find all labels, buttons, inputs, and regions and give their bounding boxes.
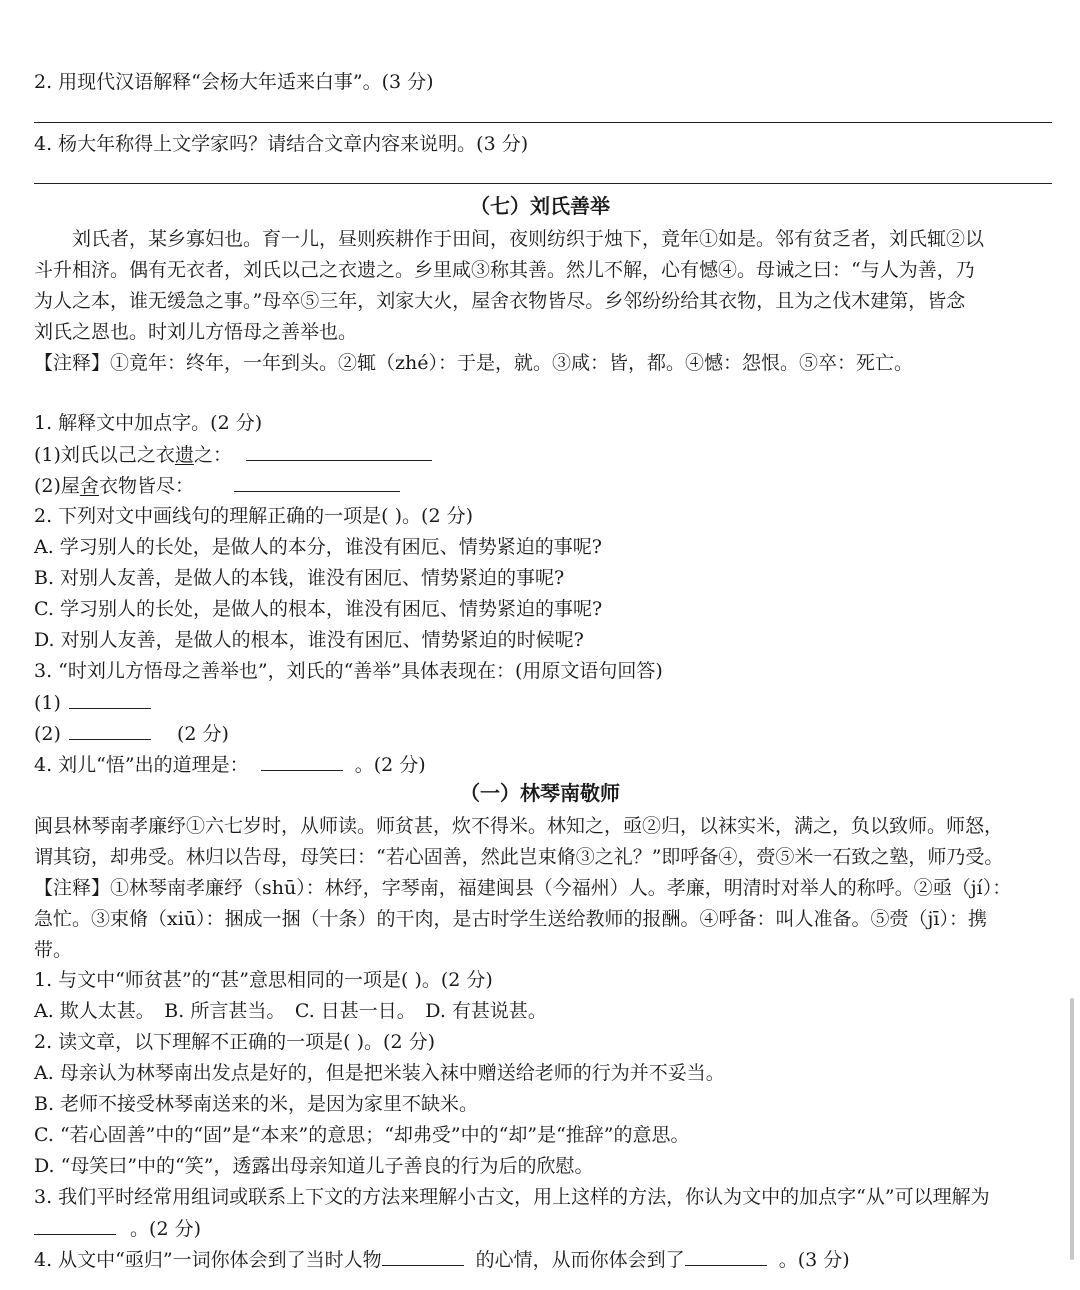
text: (1): [34, 692, 61, 714]
question: 1. 解释文中加点字。(2 分): [34, 412, 263, 434]
prev-q2: 2. 用现代汉语解释“会杨大年适来白事”。(3 分): [34, 71, 434, 93]
text: 衣物皆尽：: [98, 475, 194, 497]
text: 4. 从文中“亟归”一词你体会到了当时人物: [34, 1249, 382, 1271]
text: (2)屋: [34, 475, 80, 497]
passage-line: 刘氏之恩也。时刘儿方悟母之善举也。: [34, 321, 358, 343]
answer-line: [34, 183, 1052, 184]
option: D. 对别人友善，是做人的根本，谁没有困厄、情势紧迫的时候呢?: [34, 629, 584, 651]
answer-blank[interactable]: [234, 473, 400, 492]
answer-blank[interactable]: [69, 721, 151, 740]
question: 2. 下列对文中画线句的理解正确的一项是( )。(2 分): [34, 505, 473, 527]
text: (2): [34, 723, 61, 745]
option: A. 母亲认为林琴南出发点是好的，但是把米装入袜中赠送给老师的行为并不妥当。: [34, 1062, 725, 1084]
option: C. “若心固善”中的“固”是“本来”的意思；“却弗受”中的“却”是“推辞”的意思。: [34, 1124, 690, 1146]
answer-blank[interactable]: [69, 690, 151, 709]
section-title: （七）刘氏善举: [470, 194, 610, 218]
text: 。(2 分): [354, 754, 426, 776]
question-item: [34, 442, 1074, 467]
option: A. 欺人太甚。 B. 所言甚当。 C. 日甚一日。 D. 有甚说甚。: [34, 1000, 547, 1022]
text: 。(3 分): [778, 1249, 850, 1271]
notes: 急忙。③束脩（xiū）：捆成一捆（十条）的干肉，是古时学生送给教师的报酬。④呼备：叫人准备。⑤赍（jī）：携: [34, 908, 987, 930]
option: B. 老师不接受林琴南送来的米，是因为家里不缺米。: [34, 1093, 479, 1115]
passage-line: 谓其窃，却弗受。林归以告母，母笑曰：“若心固善，然此岂束脩③之礼？”即呼备④，赍⑤米一石致之塾，师乃受。: [34, 846, 1004, 868]
answer-blank[interactable]: [34, 1216, 116, 1235]
question-item: [34, 1216, 1074, 1241]
passage-line: 斗升相济。偶有无衣者，刘氏以己之衣遗之。乡里咸③称其善。然儿不解，心有憾④。母诫之曰：“与人为善，乃: [34, 259, 975, 281]
question: 2. 读文章，以下理解不正确的一项是( )。(2 分): [34, 1031, 435, 1053]
question-item: [34, 1247, 1074, 1272]
option: B. 对别人友善，是做人的本钱，谁没有困厄、情势紧迫的事呢?: [34, 567, 565, 589]
option: A. 学习别人的长处，是做人的本分，谁没有困厄、情势紧迫的事呢?: [34, 536, 602, 558]
option: D. “母笑曰”中的“笑”，透露出母亲知道儿子善良的行为后的欣慰。: [34, 1155, 594, 1177]
question-item: [34, 721, 1074, 746]
answer-blank[interactable]: [685, 1247, 767, 1266]
scrollbar[interactable]: [1070, 998, 1074, 1260]
text: (1)刘氏以己之衣: [34, 444, 175, 466]
answer-line: [34, 122, 1052, 123]
question: 1. 与文中“师贫甚”的“甚”意思相同的一项是( )。(2 分): [34, 969, 493, 991]
text: 4. 刘儿“悟”出的道理是：: [34, 754, 249, 776]
notes: 【注释】①竟年：终年，一年到头。②辄（zhé）：于是，就。③咸：皆，都。④憾：怨恨。⑤卒：死亡。: [34, 352, 913, 374]
text: 的心情，从而你体会到了: [475, 1249, 685, 1271]
passage-line: 为人之本，谁无缓急之事。”母卒⑤三年，刘家大火，屋舍衣物皆尽。乡邻纷纷给其衣物，且为之伐木建第，皆念: [34, 290, 966, 312]
question: 3. 我们平时经常用组词或联系上下文的方法来理解小古文，用上这样的方法，你认为文中的加点字“从”可以理解为: [34, 1186, 990, 1208]
score: (2 分): [177, 723, 229, 745]
prev-q4: 4. 杨大年称得上文学家吗？请结合文章内容来说明。(3 分): [34, 133, 529, 155]
section-title: （一）林琴南敬师: [460, 781, 620, 805]
answer-blank[interactable]: [382, 1247, 464, 1266]
question-item: [34, 473, 1074, 498]
answer-blank[interactable]: [261, 752, 343, 771]
dotted-char: 遗: [174, 444, 194, 466]
passage-line: 刘氏者，某乡寡妇也。育一儿，昼则疾耕作于田间，夜则纺织于烛下，竟年①如是。邻有贫乏者，刘氏辄②以: [34, 228, 985, 250]
answer-blank[interactable]: [246, 442, 432, 461]
notes: 带。: [34, 939, 73, 961]
question-item: [34, 752, 1074, 777]
question-item: [34, 690, 1074, 715]
dotted-char: 舍: [79, 475, 99, 497]
notes: 【注释】①林琴南孝廉纾（shū）：林纾，字琴南，福建闽县（今福州）人。孝廉，明清时对举人的称呼。②亟（jí）：: [34, 877, 1012, 899]
text: 之：: [193, 444, 232, 466]
passage-line: 闽县林琴南孝廉纾①六七岁时，从师读。师贫甚，炊不得米。林知之，亟②归，以袜实米，满之，负以致师。师怒，: [34, 815, 1004, 837]
text: 。(2 分): [130, 1218, 202, 1240]
option: C. 学习别人的长处，是做人的根本，谁没有困厄、情势紧迫的事呢?: [34, 598, 603, 620]
question: 3. “时刘儿方悟母之善举也”，刘氏的“善举”具体表现在：(用原文语句回答): [34, 660, 663, 682]
